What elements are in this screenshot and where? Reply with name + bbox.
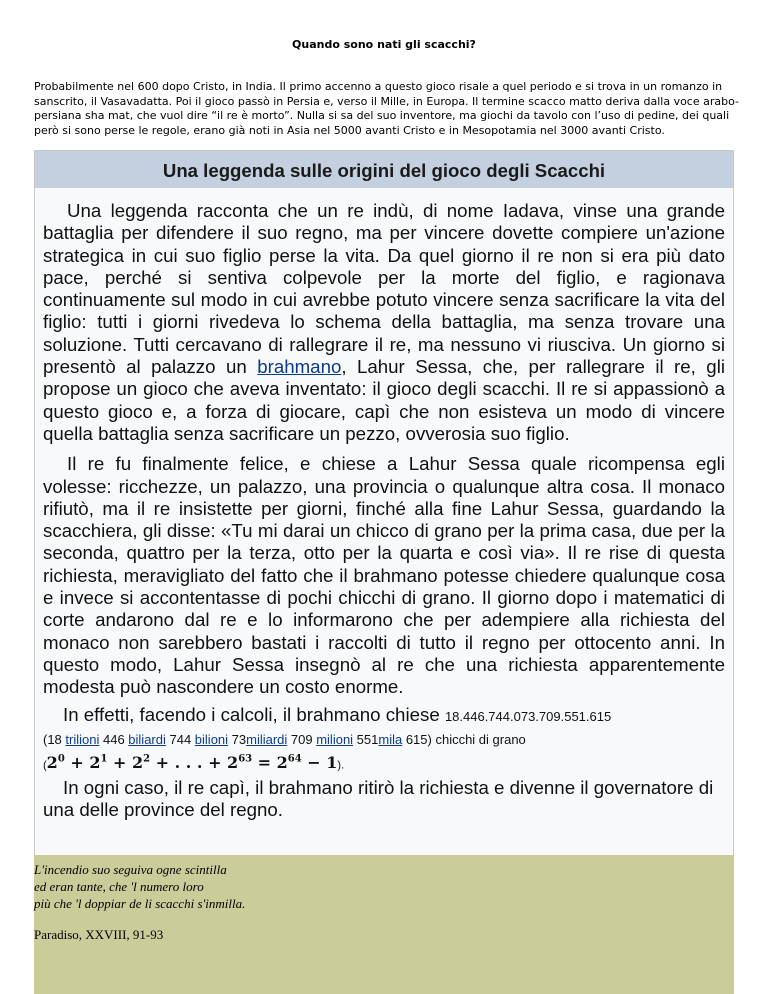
formula-exp: 1 — [100, 753, 108, 765]
formula — [47, 753, 338, 772]
legend-paragraph-3 — [43, 699, 725, 728]
formula-exp: 0 — [57, 753, 65, 765]
grain-total: 18.446.744.073.709.551.615 — [444, 708, 612, 724]
breakdown-text: 446 — [99, 731, 129, 747]
grain-breakdown — [35, 728, 733, 748]
brahmano-link[interactable]: brahmano — [257, 356, 342, 378]
breakdown-text: 744 — [165, 731, 195, 747]
biliardi-link[interactable]: biliardi — [128, 731, 166, 747]
formula-exp: 63 — [238, 753, 253, 765]
mila-link[interactable]: mila — [378, 731, 403, 747]
verse-line: più che 'l doppiar de li scacchi s'inmilla. — [34, 896, 246, 911]
trilioni-link[interactable]: trilioni — [65, 731, 100, 747]
page-title: Quando sono nati gli scacchi? — [292, 38, 476, 51]
bilioni-link[interactable]: bilioni — [194, 731, 229, 747]
legend-body — [35, 188, 733, 728]
formula-op: + — [107, 753, 132, 773]
miliardi-link[interactable]: miliardi — [246, 731, 288, 747]
formula-base: 2 — [131, 753, 144, 773]
legend-heading: Una leggenda sulle origini del gioco degli Scacchi — [35, 151, 733, 188]
breakdown-text: 709 — [287, 731, 317, 747]
intro-paragraph: Probabilmente nel 600 dopo Cristo, in India. Il primo accenno a questo gioco risale a quel periodo e si trova in un romanzo in sanscrito, il Vasavadatta. Poi il gioco passò in Persia e, verso il Mille, in Europa. Il termine scacco matto deriva dalla voce arabo-persiana sha mat, che vuol dire “il re è morto”. Nulla si sa del suo inventore, ma giochi da tavolo con l’uso di pedine, dei quali però si sono perse le regole, erano già noti in Asia nel 5000 avanti Cristo e in Mesopotamia nel 3000 avanti Cristo. — [34, 80, 740, 137]
formula-op: = — [252, 753, 277, 773]
verse-reference: Paradiso, XXVIII, 91-93 — [34, 927, 164, 942]
formula-op: + — [64, 753, 90, 773]
formula-open: ( — [43, 759, 47, 772]
legend-paragraph-2: Il re fu finalmente felice, e chiese a Lahur Sessa quale ricompensa egli volesse: ricchezze, un palazzo, una provincia o qualunque altra cosa. Il monaco rifiutò, ma il re insistette per giorni, finché alla fine Lahur Sessa, guardando la scacchiera, gli disse: «Tu mi darai un chicco di grano per la prima casa, due per la seconda, quattro per la terza, otto per la quarta e così via». Il re rise di questa richiesta, meravigliato del fatto che il brahmano potesse chiedere qualunque cosa e invece si accontentasse di pochi chicchi di grano. Il giorno dopo i matematici di corte andarono dal re e lo informarono che per adempiere alla richiesta del monaco non sarebbero bastati i raccolti di tutto il regno per ottocento anni. In questo modo, Lahur Sessa insegnò al re che una richiesta apparentemente modesta può nascondere un costo enorme. — [43, 453, 725, 698]
legend-paragraph-4: In ogni caso, il re capì, il brahmano ritirò la richiesta e divenne il governatore di una delle province del regno. — [43, 777, 714, 821]
formula-close: ). — [337, 759, 345, 772]
breakdown-text: 73 — [228, 731, 247, 747]
verse-line: ed eran tante, che 'l numero loro — [34, 879, 204, 894]
legend-paragraph-4-wrap — [35, 773, 733, 822]
grain-formula — [35, 748, 733, 773]
legend-text-1a: Una leggenda racconta che un re indù, di nome Iadava, vinse una grande battaglia per difendere il suo regno, ma per vincere dovette compiere un'azione strategica in cui suo figlio perse la vita. Da quel giorno il re non si era più dato pace, perché si sentiva colpevole per la morte del figlio, e ragionava continuamente sul modo in cui avrebbe potuto vincere senza sacrificare la vita del figlio: tutti i giorni rivedeva lo schema della battaglia, ma senza trovare una soluzione. Tutti cercavano di rallegrare il re, ma nessuno vi riusciva. Un giorno si presentò al palazzo un — [43, 200, 725, 378]
legend-paragraph-1 — [43, 188, 725, 445]
formula-exp: 64 — [287, 753, 302, 765]
formula-op: − 1 — [301, 753, 338, 773]
breakdown-text: (18 — [43, 731, 66, 747]
formula-base: 2 — [227, 753, 239, 773]
verse-line: L'incendio suo seguiva ogne scintilla — [34, 862, 227, 877]
legend-text-1b: , Lahur Sessa, che, per rallegrare il re, gli propose un gioco che aveva inventato: il gioco degli scacchi. Il re si appassionò a questo gioco e, a forza di giocare, capì che non esisteva un modo di vincere quella battaglia senza sacrificare un pezzo, ovverosia suo figlio. — [43, 356, 725, 444]
formula-exp: 2 — [143, 753, 151, 765]
breakdown-text: 615) chicchi di grano — [402, 731, 526, 747]
formula-base: 2 — [89, 753, 101, 773]
legend-text-3: In effetti, facendo i calcoli, il brahmano chiese — [63, 703, 445, 725]
formula-base: 2 — [276, 753, 288, 773]
breakdown-text: 551 — [353, 731, 379, 747]
dante-verses — [34, 855, 734, 912]
dante-quote-box — [34, 855, 734, 994]
formula-op: + . . . + — [150, 753, 228, 773]
legend-box — [34, 150, 734, 857]
milioni-link[interactable]: milioni — [316, 731, 354, 747]
formula-base: 2 — [46, 753, 58, 773]
